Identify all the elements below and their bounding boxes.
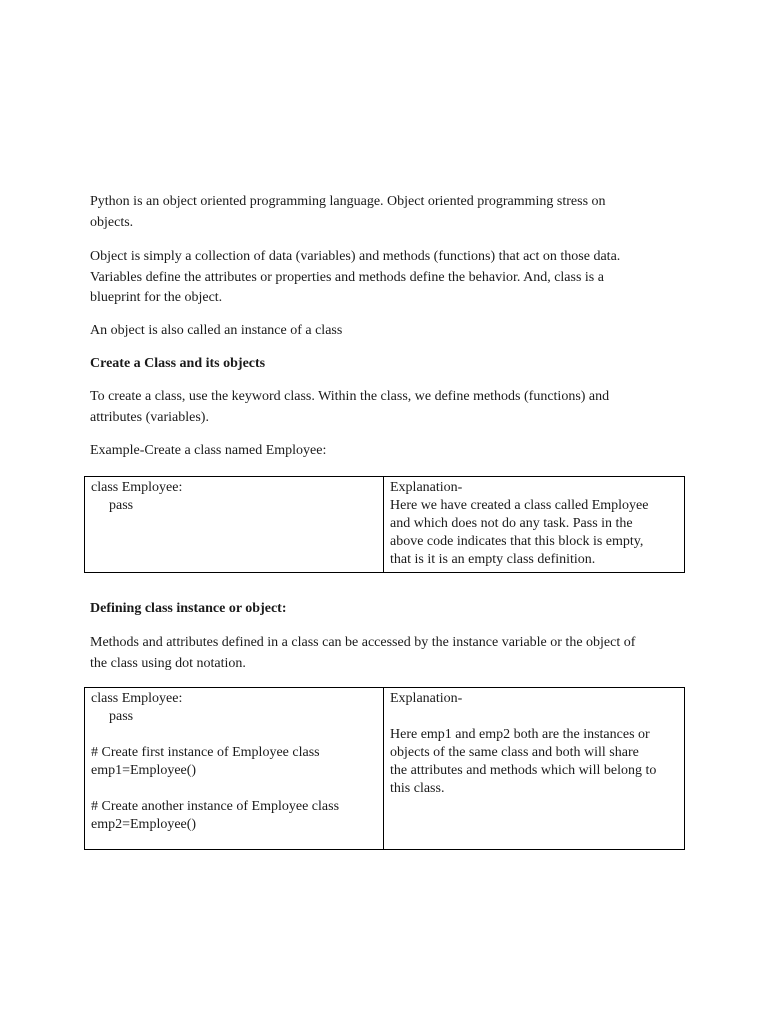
text-line: attributes (variables). (90, 409, 209, 425)
intro-paragraph-1 (90, 192, 680, 233)
code-comment-line: # Create another instance of Employee class (91, 799, 340, 814)
explanation-line: objects of the same class and both will share (390, 745, 639, 760)
explanation-cell (384, 688, 685, 850)
explanation-line: Here we have created a class called Employee (390, 498, 649, 513)
table-row (85, 688, 685, 850)
code-line: pass (109, 709, 134, 724)
code-line: class Employee: (91, 691, 183, 706)
code-cell (85, 688, 384, 850)
example-table-1 (84, 476, 685, 573)
section2-paragraph (90, 633, 680, 674)
blank-line (390, 708, 678, 726)
section1-paragraph (90, 387, 680, 428)
explanation-line: that is it is an empty class definition. (390, 552, 596, 567)
code-line: emp2=Employee() (91, 817, 197, 832)
explanation-line: the attributes and methods which will belong to (390, 763, 657, 778)
explanation-line: and which does not do any task. Pass in the (390, 516, 633, 531)
text-line: the class using dot notation. (90, 655, 246, 671)
explanation-title: Explanation- (390, 691, 463, 706)
code-line: pass (109, 498, 134, 513)
code-cell (85, 477, 384, 573)
blank-line (91, 780, 377, 798)
text-line: blueprint for the object. (90, 290, 223, 305)
intro-paragraph-2 (90, 247, 680, 309)
intro-paragraph-3: An object is also called an instance of a class (90, 323, 343, 338)
explanation-title: Explanation- (390, 480, 463, 495)
code-line: class Employee: (91, 480, 183, 495)
section-heading-create-class: Create a Class and its objects (90, 356, 266, 371)
code-line: emp1=Employee() (91, 763, 197, 778)
explanation-line: Here emp1 and emp2 both are the instances or (390, 727, 650, 742)
example-caption: Example-Create a class named Employee: (90, 443, 327, 458)
example-table-2 (84, 687, 685, 850)
text-line: objects. (90, 214, 134, 230)
text-line: Python is an object oriented programming language. Object oriented programming stress on (90, 194, 606, 209)
section-heading-defining-instance: Defining class instance or object: (90, 601, 287, 616)
table-row (85, 477, 685, 573)
explanation-cell (384, 477, 685, 573)
text-line: Methods and attributes defined in a class can be accessed by the instance variable or the object of (90, 635, 636, 650)
code-comment-line: # Create first instance of Employee class (91, 745, 320, 760)
explanation-line: above code indicates that this block is empty, (390, 534, 644, 549)
text-line: Variables define the attributes or properties and methods define the behavior. And, class is a (90, 269, 604, 285)
text-line: Object is simply a collection of data (variables) and methods (functions) that act on those data. (90, 249, 621, 264)
text-line: To create a class, use the keyword class. Within the class, we define methods (functions) and (90, 389, 610, 404)
explanation-line: this class. (390, 781, 445, 796)
blank-line (91, 726, 377, 744)
